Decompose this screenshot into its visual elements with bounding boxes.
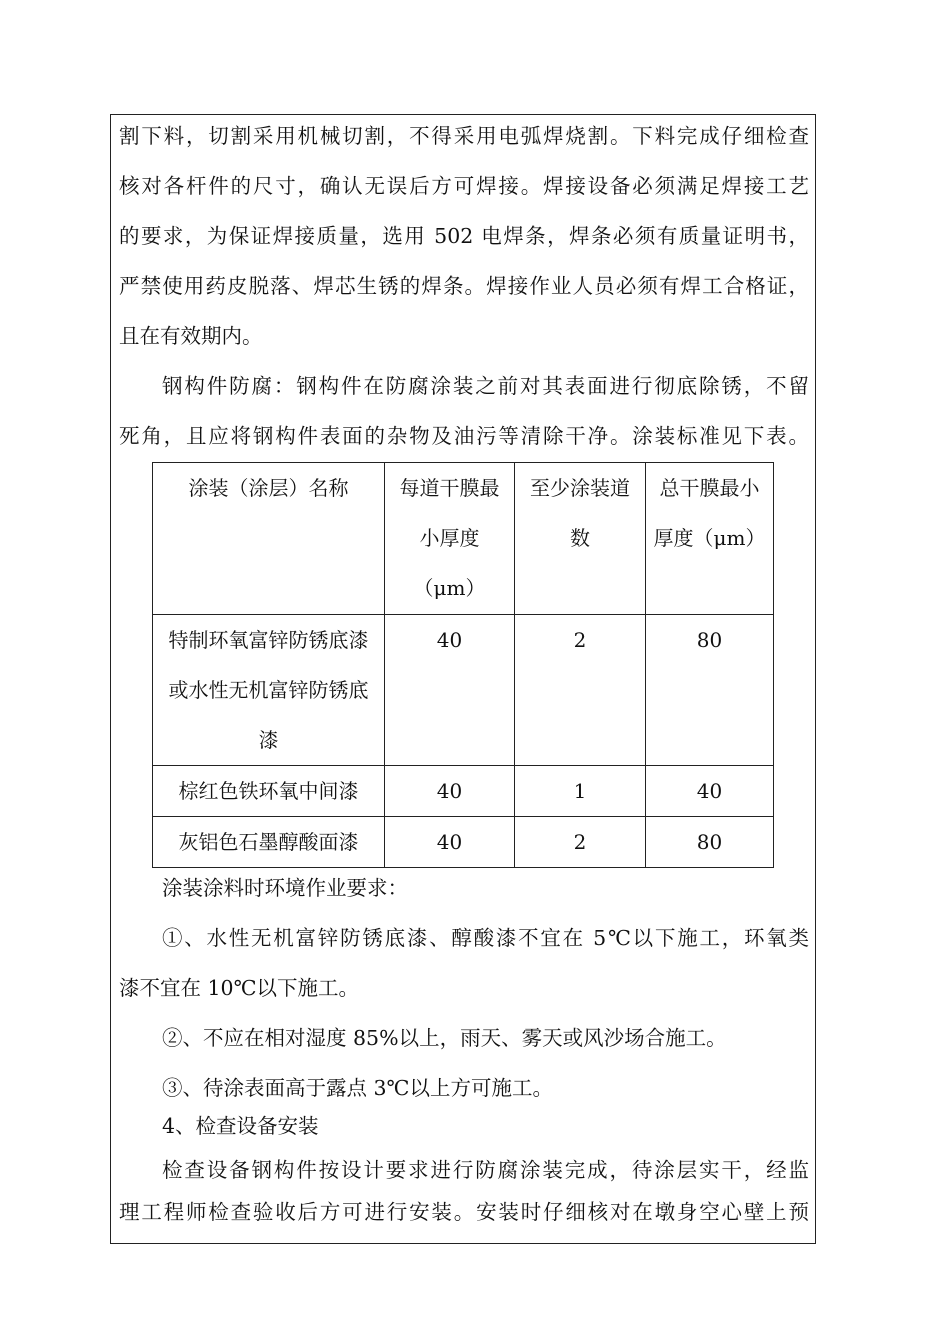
paragraph-line: 的要求，为保证焊接质量，选用 502 电焊条，焊条必须有质量证明书， <box>119 224 809 248</box>
table-cell: 40 <box>385 615 515 766</box>
list-item: ②、不应在相对湿度 85%以上，雨天、雾天或风沙场合施工。 <box>162 1026 727 1050</box>
table-row <box>153 615 774 766</box>
list-item: ③、待涂表面高于露点 3℃以上方可施工。 <box>162 1076 553 1100</box>
paragraph-line: 漆不宜在 10℃以下施工。 <box>119 976 360 1000</box>
table-row <box>153 766 774 817</box>
paragraph-line: ①、水性无机富锌防锈底漆、醇酸漆不宜在 5℃以下施工，环氧类 <box>162 926 809 950</box>
table-row <box>153 817 774 868</box>
table-cell: 1 <box>515 766 646 817</box>
table-header-cell: 每道干膜最小厚度（μm） <box>385 463 515 615</box>
table-cell: 特制环氧富锌防锈底漆或水性无机富锌防锈底漆 <box>153 615 385 766</box>
table-cell: 棕红色铁环氧中间漆 <box>153 766 385 817</box>
table-header-cell: 至少涂装道数 <box>515 463 646 615</box>
paragraph-line: 钢构件防腐：钢构件在防腐涂装之前对其表面进行彻底除锈，不留 <box>162 374 809 398</box>
table-cell: 40 <box>385 766 515 817</box>
table-cell: 80 <box>646 817 774 868</box>
table-header-cell: 涂装（涂层）名称 <box>153 463 385 615</box>
table-header-cell: 总干膜最小厚度（μm） <box>646 463 774 615</box>
table-header-row <box>153 463 774 615</box>
paragraph-line: 且在有效期内。 <box>119 324 263 348</box>
table-cell: 80 <box>646 615 774 766</box>
table-cell: 40 <box>385 817 515 868</box>
section-heading: 涂装涂料时环境作业要求： <box>162 876 408 900</box>
paragraph-line: 严禁使用药皮脱落、焊芯生锈的焊条。焊接作业人员必须有焊工合格证， <box>119 274 809 298</box>
coating-standard-table <box>152 462 774 868</box>
table-cell: 2 <box>515 817 646 868</box>
paragraph-line: 检查设备钢构件按设计要求进行防腐涂装完成，待涂层实干，经监 <box>162 1158 809 1182</box>
paragraph-line: 理工程师检查验收后方可进行安装。安装时仔细核对在墩身空心壁上预 <box>119 1200 809 1224</box>
table-cell: 灰铝色石墨醇酸面漆 <box>153 817 385 868</box>
table-cell: 2 <box>515 615 646 766</box>
paragraph-line: 死角，且应将钢构件表面的杂物及油污等清除干净。涂装标准见下表。 <box>119 424 809 448</box>
paragraph-line: 割下料，切割采用机械切割，不得采用电弧焊烧割。下料完成仔细检查 <box>119 124 809 148</box>
table-cell: 40 <box>646 766 774 817</box>
section-heading: 4、检查设备安装 <box>162 1114 319 1138</box>
paragraph-line: 核对各杆件的尺寸，确认无误后方可焊接。焊接设备必须满足焊接工艺 <box>119 174 809 198</box>
